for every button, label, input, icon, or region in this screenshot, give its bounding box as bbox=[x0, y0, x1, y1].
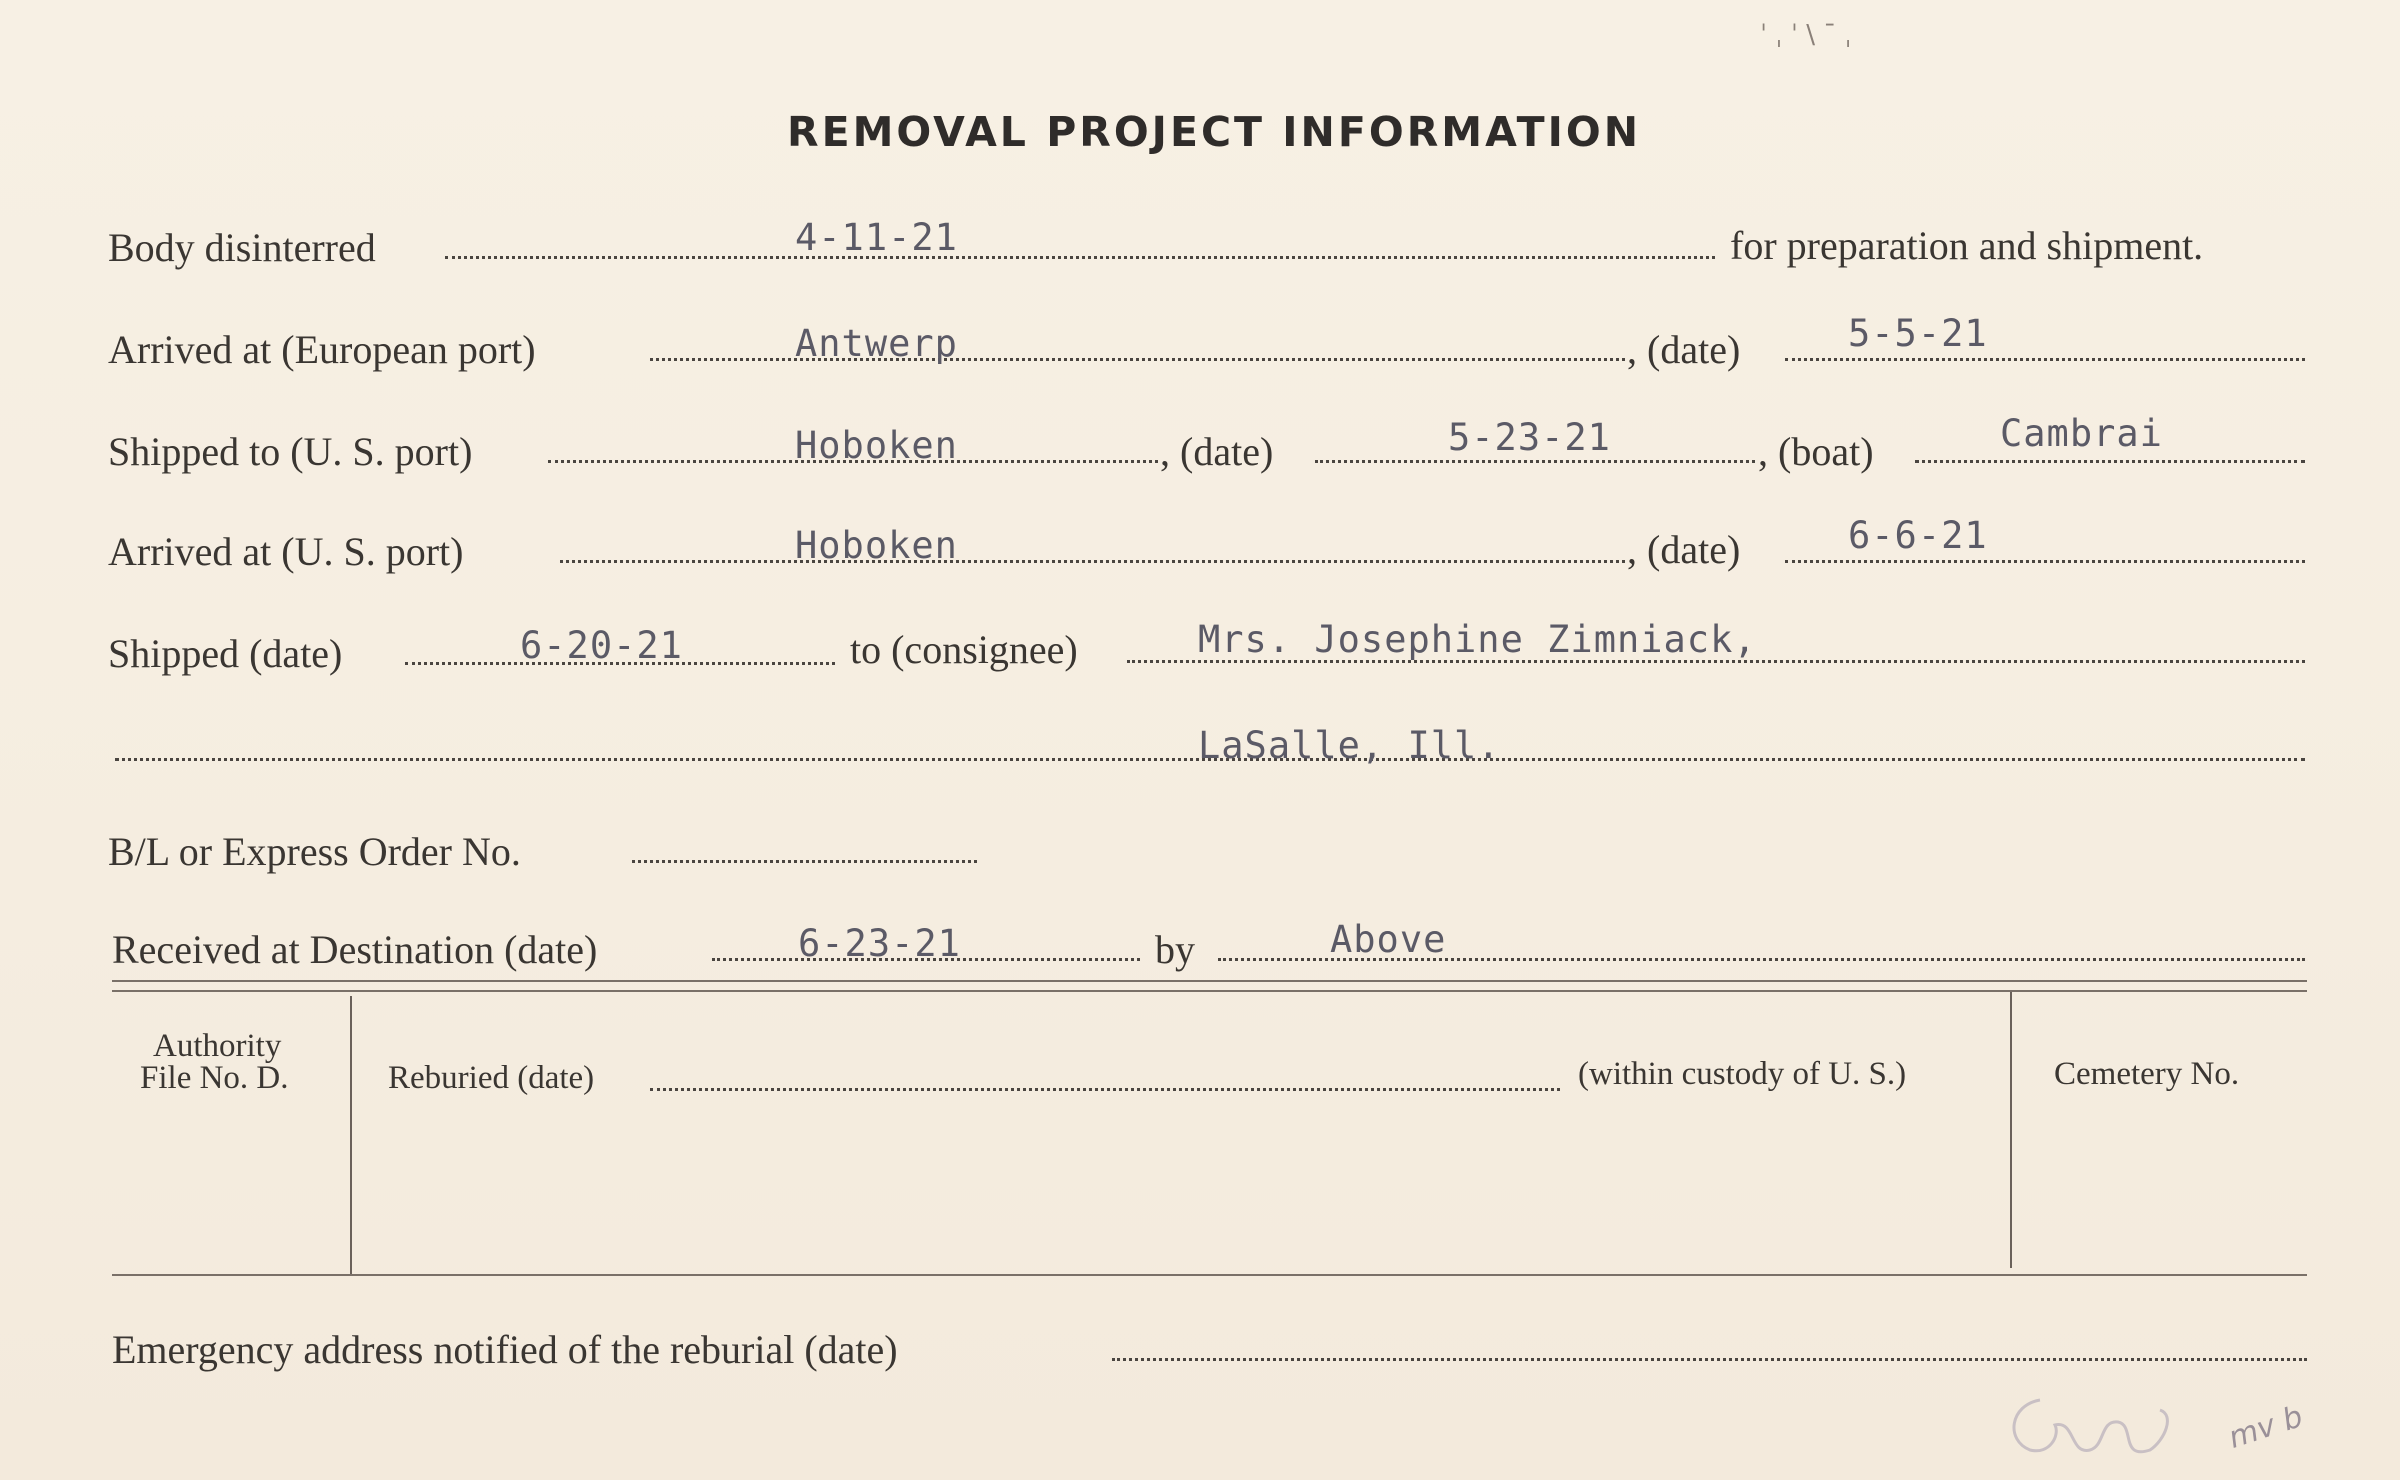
form-title: REMOVAL PROJECT INFORMATION bbox=[787, 108, 1642, 156]
reburied-line bbox=[650, 1088, 1560, 1091]
table-divider-left bbox=[350, 996, 352, 1274]
arrived-european-date-value: 5-5-21 bbox=[1848, 312, 1988, 355]
table-top-rule-2 bbox=[112, 990, 2307, 992]
bl-label: B/L or Express Order No. bbox=[108, 829, 521, 874]
pencil-scribble bbox=[2000, 1380, 2200, 1470]
consignee-address: LaSalle, Ill. bbox=[1198, 724, 1501, 767]
shipped-us-boat-label: , (boat) bbox=[1758, 429, 1874, 474]
body-disinterred-value: 4-11-21 bbox=[795, 216, 958, 259]
shipped-us-date-line bbox=[1315, 460, 1755, 463]
arrived-us-date-label: , (date) bbox=[1627, 527, 1741, 572]
authority-label-line2: File No. D. bbox=[140, 1060, 289, 1096]
consignee-value: Mrs. Josephine Zimniack, bbox=[1198, 618, 1757, 661]
stray-marks: ˈ ˌ ˈ \ ˉ ˌ bbox=[1760, 20, 1852, 50]
emergency-line bbox=[1112, 1358, 2307, 1361]
consignee-label: to (consignee) bbox=[850, 627, 1078, 672]
arrived-us-line bbox=[560, 560, 1625, 563]
pencil-note: mv b bbox=[2224, 1399, 2308, 1456]
emergency-label: Emergency address notified of the reburial (date) bbox=[112, 1327, 898, 1372]
arrived-european-value: Antwerp bbox=[795, 322, 958, 365]
authority-label-line1: Authority bbox=[153, 1028, 282, 1064]
cemetery-label: Cemetery No. bbox=[2054, 1056, 2240, 1092]
shipped-us-value: Hoboken bbox=[795, 424, 958, 467]
received-label: Received at Destination (date) bbox=[112, 927, 598, 972]
shipped-us-boat-value: Cambrai bbox=[2000, 412, 2163, 455]
arrived-us-value: Hoboken bbox=[795, 524, 958, 567]
received-by-value: Above bbox=[1330, 918, 1447, 961]
bl-line bbox=[632, 860, 977, 863]
shipped-us-date-value: 5-23-21 bbox=[1448, 416, 1611, 459]
table-top-rule bbox=[112, 980, 2307, 982]
reburied-label: Reburied (date) bbox=[388, 1060, 595, 1096]
shipped-date-label: Shipped (date) bbox=[108, 631, 343, 676]
body-disinterred-line bbox=[445, 256, 1715, 259]
arrived-european-label: Arrived at (European port) bbox=[108, 327, 536, 372]
arrived-us-label: Arrived at (U. S. port) bbox=[108, 529, 464, 574]
shipped-us-label: Shipped to (U. S. port) bbox=[108, 429, 473, 474]
arrived-european-date-label: , (date) bbox=[1627, 327, 1741, 372]
custody-label: (within custody of U. S.) bbox=[1578, 1056, 1907, 1092]
body-disinterred-label: Body disinterred bbox=[108, 225, 376, 270]
received-value: 6-23-21 bbox=[798, 922, 961, 965]
shipped-us-date-label: , (date) bbox=[1160, 429, 1274, 474]
arrived-us-date-line bbox=[1785, 560, 2305, 563]
shipped-date-value: 6-20-21 bbox=[520, 624, 683, 667]
arrived-european-date-line bbox=[1785, 358, 2305, 361]
body-disinterred-suffix: for preparation and shipment. bbox=[1730, 223, 2204, 268]
table-divider-right bbox=[2010, 992, 2012, 1268]
table-bottom-rule bbox=[112, 1274, 2307, 1276]
arrived-us-date-value: 6-6-21 bbox=[1848, 514, 1988, 557]
shipped-us-boat-line bbox=[1915, 460, 2305, 463]
received-by-label: by bbox=[1155, 927, 1195, 972]
